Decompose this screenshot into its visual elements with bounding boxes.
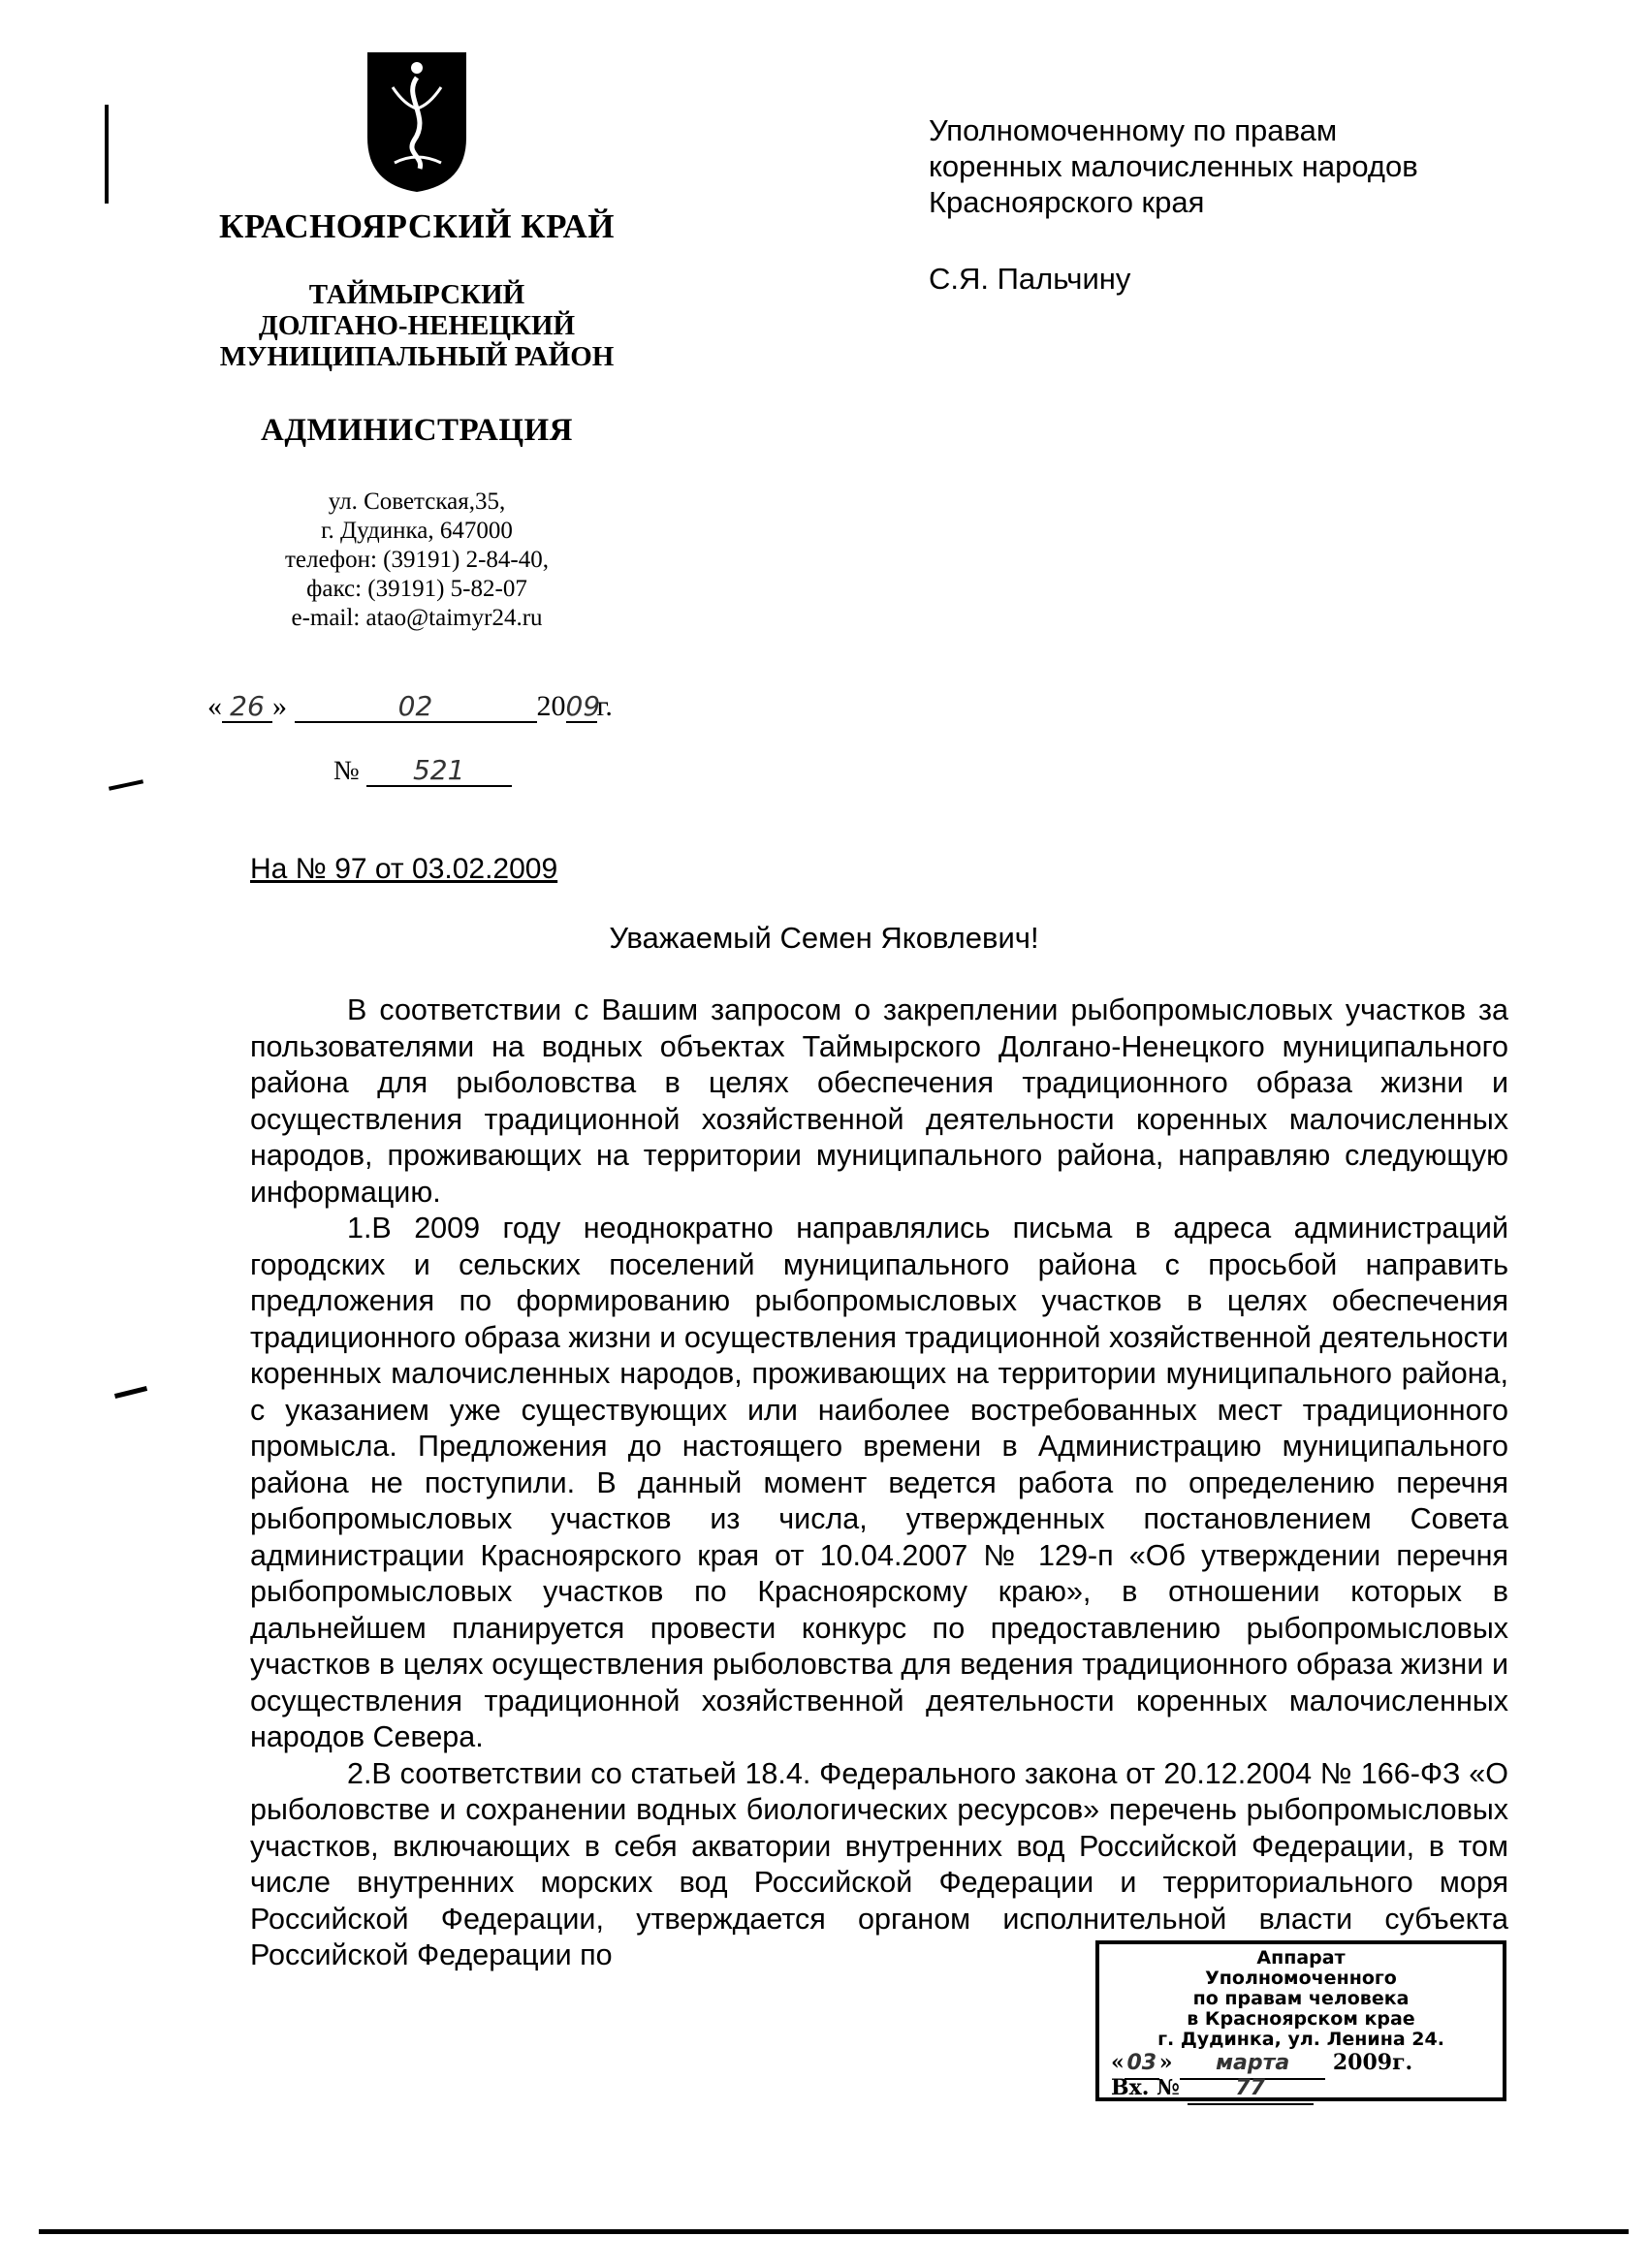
stamp-month: марта [1180, 2049, 1325, 2080]
address-line: e-mail: atao@taimyr24.ru [291, 605, 543, 631]
stamp-in-label: Вх. № [1111, 2075, 1180, 2100]
sender-address [194, 488, 640, 633]
date-day: 26 [222, 692, 272, 723]
recipient-line: Красноярского края [929, 185, 1205, 219]
year-prefix: 20 [536, 690, 566, 722]
letter-body [250, 992, 1508, 1974]
incoming-stamp [1095, 1940, 1506, 2101]
stamp-incoming-number [1111, 2074, 1491, 2105]
number-value: 521 [366, 756, 512, 787]
stamp-line: г. Дудинка, ул. Ленина 24. [1157, 2029, 1444, 2050]
sender-header [194, 48, 640, 633]
scan-mark [109, 779, 143, 790]
paragraph: 2.В соответствии со статьей 18.4. Федерального закона от 20.12.2004 № 166-ФЗ «О рыболовстве и сохранении водных биологических ресурсов» перечень рыбопромысловых участков, включающих в себя акватории внутренних вод Российской Федерации, в том числе внутренних морских вод Российской Федерации и территориального моря Российской Федерации, утверждается органом исполнительной власти субъекта Российской Федерации по [250, 1756, 1508, 1971]
stamp-in-number: 77 [1188, 2074, 1314, 2105]
stamp-year: 2009 [1332, 2050, 1393, 2075]
address-line: г. Дудинка, 647000 [321, 518, 513, 544]
stamp-line: в Красноярском крае [1187, 2008, 1415, 2030]
scan-mark [114, 1386, 147, 1399]
paragraph: 1.В 2009 году неоднократно направлялись письма в адреса администраций городских и сельских поселений муниципального района с просьбой направить предложения по формированию рыбопромысловых участков в целях обеспечения традиционного образа жизни и осуществления традиционной хозяйственной деятельности коренных малочисленных народов, проживающих на территории муниципального района, с указанием уже существующих или наиболее востребованных мест традиционного промысла. Предложения до настоящего времени в Администрацию муниципального района не поступили. В данный момент ведется работа по определению перечня рыбопромысловых участков из числа, утвержденных постановлением Совета администрации Красноярского края от 10.04.2007 № 129-п «Об утверждении перечня рыбопромысловых участков по Красноярскому краю», в отношении которых в дальнейшем планируется провести конкурс по предоставлению рыбопромысловых участков в целях осуществления рыболовства для ведения традиционного образа жизни и осуществления традиционной хозяйственной деятельности коренных малочисленных народов Севера. [250, 1212, 1508, 1753]
address-line: факс: (39191) 5-82-07 [306, 576, 527, 602]
paragraph: В соответствии с Вашим запросом о закреплении рыбопромысловых участков за пользователями на водных объектах Таймырского Долгано-Ненецкого муниципального района для рыболовства в целях обеспечения традиционного образа жизни и осуществления традиционной хозяйственной деятельности коренных малочисленных народов, проживающих на территории муниципального района, направляю следующую информацию. [250, 993, 1508, 1209]
stamp-day: 03 [1125, 2049, 1159, 2080]
stamp-year-g: г. [1392, 2050, 1413, 2075]
quote-close: » [272, 690, 287, 722]
quote-open: « [207, 690, 222, 722]
district-line: МУНИЦИПАЛЬНЫЙ РАЙОН [219, 341, 615, 372]
stamp-line: по правам человека [1192, 1988, 1410, 2009]
recipient-line: Уполномоченному по правам [929, 113, 1338, 147]
bottom-rule [39, 2229, 1629, 2234]
year-suffix: 09 [565, 690, 601, 722]
sender-district [194, 279, 640, 372]
greeting: Уважаемый Семен Яковлевич! [609, 921, 1039, 955]
address-line: телефон: (39191) 2-84-40, [285, 547, 549, 573]
outgoing-date [207, 690, 613, 723]
stamp-quote-open: « [1111, 2050, 1125, 2075]
stamp-line: Уполномоченного [1205, 1968, 1397, 1989]
stamp-line: Аппарат [1256, 1947, 1346, 1969]
sender-department: АДМИНИСТРАЦИЯ [261, 413, 573, 448]
district-line: ТАЙМЫРСКИЙ [308, 279, 525, 310]
reference-line: На № 97 от 03.02.2009 [250, 853, 558, 885]
district-line: ДОЛГАНО-НЕНЕЦКИЙ [258, 310, 576, 341]
address-line: ул. Советская,35, [328, 488, 506, 515]
date-month: 02 [295, 692, 537, 723]
scan-mark [105, 105, 109, 204]
year-g: г. [596, 690, 613, 722]
recipient-block [929, 112, 1418, 297]
outgoing-number [333, 756, 512, 787]
coat-of-arms-icon [364, 48, 470, 194]
sender-region: КРАСНОЯРСКИЙ КРАЙ [218, 207, 615, 245]
recipient-line: коренных малочисленных народов [929, 149, 1418, 183]
recipient-name: С.Я. Пальчину [929, 262, 1131, 296]
stamp-quote-close: » [1158, 2050, 1173, 2075]
number-label: № [333, 756, 360, 786]
